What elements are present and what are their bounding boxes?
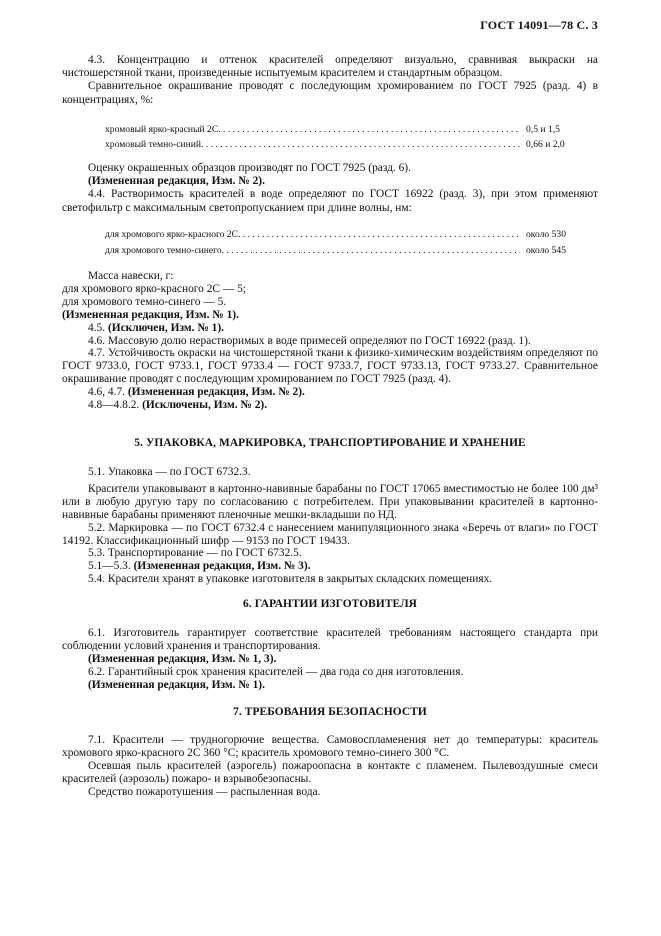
section-7-body	[62, 734, 598, 799]
section-5-body	[62, 466, 598, 586]
clause-4-3-comparison: Сравнительное окрашивание проводят с последующим хромированием по ГОСТ 7925 (разд. 4) в концентрациях, %:	[62, 80, 598, 106]
clause-number: 4.6, 4.7.	[88, 386, 126, 399]
concentration-row-red	[105, 124, 598, 136]
mass-red: для хромового ярко-красного 2С — 5;	[62, 282, 246, 295]
amendment-note: (Измененная редакция, Изм. № 2).	[88, 175, 265, 188]
clause-5-2: 5.2. Маркировка — по ГОСТ 6732.4 с нанесением манипуляционного знака «Беречь от влаги» по ГОСТ 14192. Классификационный шифр — 9153 по ГОСТ 19433.	[62, 521, 598, 547]
concentration-value: 0,5 и 1,5	[526, 124, 560, 135]
clause-4-8	[62, 399, 598, 412]
clause-4-7: 4.7. Устойчивость окраски на чистошерстяной ткани к физико-химическим воздействиям определяют по ГОСТ 9733.0, ГОСТ 9733.1, ГОСТ 9733.4 — ГОСТ 9733.7, ГОСТ 9733.13, ГОСТ 9733.27. Сравнительное окрашивание проводят с последующим хромированием по ГОСТ 7925 (разд. 4).	[62, 347, 598, 386]
clause-6-1: 6.1. Изготовитель гарантирует соответствие красителей требованиям настоящего стандарта при соблюдении условий хранения и транспортирования.	[62, 627, 598, 652]
wavelength-value: около 530	[526, 229, 567, 240]
amendment-note: (Измененная редакция, Изм. № 1).	[88, 678, 265, 691]
clause-number: 4.5.	[88, 321, 106, 334]
clause-number: 4.8—4.8.2.	[88, 399, 140, 412]
concentration-label: хромовый темно-синий	[105, 139, 202, 150]
concentration-value: 0,66 и 2,0	[526, 139, 565, 150]
clause-4-4-text: 4.4. Растворимость красителей в воде определяют по ГОСТ 16922 (разд. 3), при этом применяют светофильтр с максимальным светопропусканием при длине волны, нм:	[62, 188, 598, 214]
clause-5-1: 5.1. Упаковка — по ГОСТ 6732.3.	[88, 466, 251, 478]
section-5-title: 5. УПАКОВКА, МАРКИРОВКА, ТРАНСПОРТИРОВАНИЕ И ХРАНЕНИЕ	[134, 437, 526, 449]
clause-4-5	[62, 322, 598, 335]
amendment-note: (Измененная редакция, Изм. № 3).	[133, 560, 311, 573]
amendment-note: (Измененная редакция, Изм. № 2).	[127, 386, 305, 399]
wavelength-label: для хромового ярко-красного 2С	[105, 229, 239, 240]
wavelength-value: около 545	[526, 245, 567, 256]
page-header: ГОСТ 14091—78 С. 3	[480, 18, 598, 32]
clause-6-2: 6.2. Гарантийный срок хранения красителей — два года со дня изготовления.	[88, 665, 464, 678]
mass-blue: для хромового темно-синего — 5.	[62, 295, 227, 308]
clause-4-5-to-4-8	[62, 270, 598, 412]
dot-leader	[238, 229, 520, 241]
clause-5-3: 5.3. Транспортирование — по ГОСТ 6732.5.	[88, 547, 302, 560]
amendment-note: (Измененная редакция, Изм. № 1, 3).	[88, 652, 277, 665]
dot-leader	[201, 139, 520, 151]
clause-4-6-4-7-amendment	[62, 386, 598, 399]
dot-leader	[218, 124, 520, 136]
clause-7-1: 7.1. Красители — трудногорючие вещества. Самовоспламенения нет до температуры: краситель хромового ярко-красного 2С 360 °С; краситель хромового темно-синего 300 °С.	[62, 734, 598, 759]
clause-5-1-5-3-amendment	[62, 560, 598, 573]
amendment-note: (Измененная редакция, Изм. № 1).	[62, 308, 239, 321]
evaluation-note: Оценку окрашенных образцов производят по ГОСТ 7925 (разд. 6).	[88, 162, 411, 174]
clause-4-4	[62, 162, 598, 215]
concentration-label: хромовый ярко-красный 2С	[105, 124, 219, 135]
clause-4-6: 4.6. Массовую долю нерастворимых в воде примесей определяют по ГОСТ 16922 (разд. 1).	[88, 334, 531, 347]
excluded-note: (Исключены, Изм. № 2).	[142, 399, 268, 412]
clause-4-3-text: 4.3. Концентрацию и оттенок красителей определяют визуально, сравнивая выкраски на чистошерстяной ткани, произведенные испытуемым красителем и стандартным образцом.	[62, 54, 598, 80]
section-7-title: 7. ТРЕБОВАНИЯ БЕЗОПАСНОСТИ	[233, 706, 427, 718]
clause-number: 5.1—5.3.	[88, 560, 131, 573]
excluded-note: (Исключен, Изм. № 1).	[107, 321, 224, 334]
clause-4-3	[62, 54, 598, 107]
section-6-body	[62, 627, 598, 692]
mass-title: Масса навески, г:	[88, 270, 174, 282]
concentration-row-blue	[105, 139, 598, 151]
extinguishing-note: Средство пожаротушения — распыленная вода.	[88, 785, 321, 798]
wavelength-row-blue	[105, 245, 598, 257]
wavelength-row-red	[105, 229, 598, 241]
section-6-title: 6. ГАРАНТИИ ИЗГОТОВИТЕЛЯ	[243, 598, 417, 610]
clause-5-1-packaging: Красители упаковывают в картонно-навивные барабаны по ГОСТ 17065 вместимостью не более 100 дм³ или в любую другую тару по согласованию с потребителем. При упаковывании красителей в картонно-навивные барабаны применяют пленочные мешки-вкладыши по НД.	[62, 482, 598, 521]
dust-hazard-note: Осевшая пыль красителей (аэрогель) пожароопасна в контакте с пламенем. Пылевоздушные смеси красителей (аэрозоль) пожаро- и взрывобезопасны.	[62, 759, 598, 785]
dot-leader	[222, 245, 520, 257]
clause-5-4: 5.4. Красители хранят в упаковке изготовителя в закрытых складских помещениях.	[88, 573, 493, 586]
wavelength-label: для хромового темно-синего	[105, 245, 222, 256]
